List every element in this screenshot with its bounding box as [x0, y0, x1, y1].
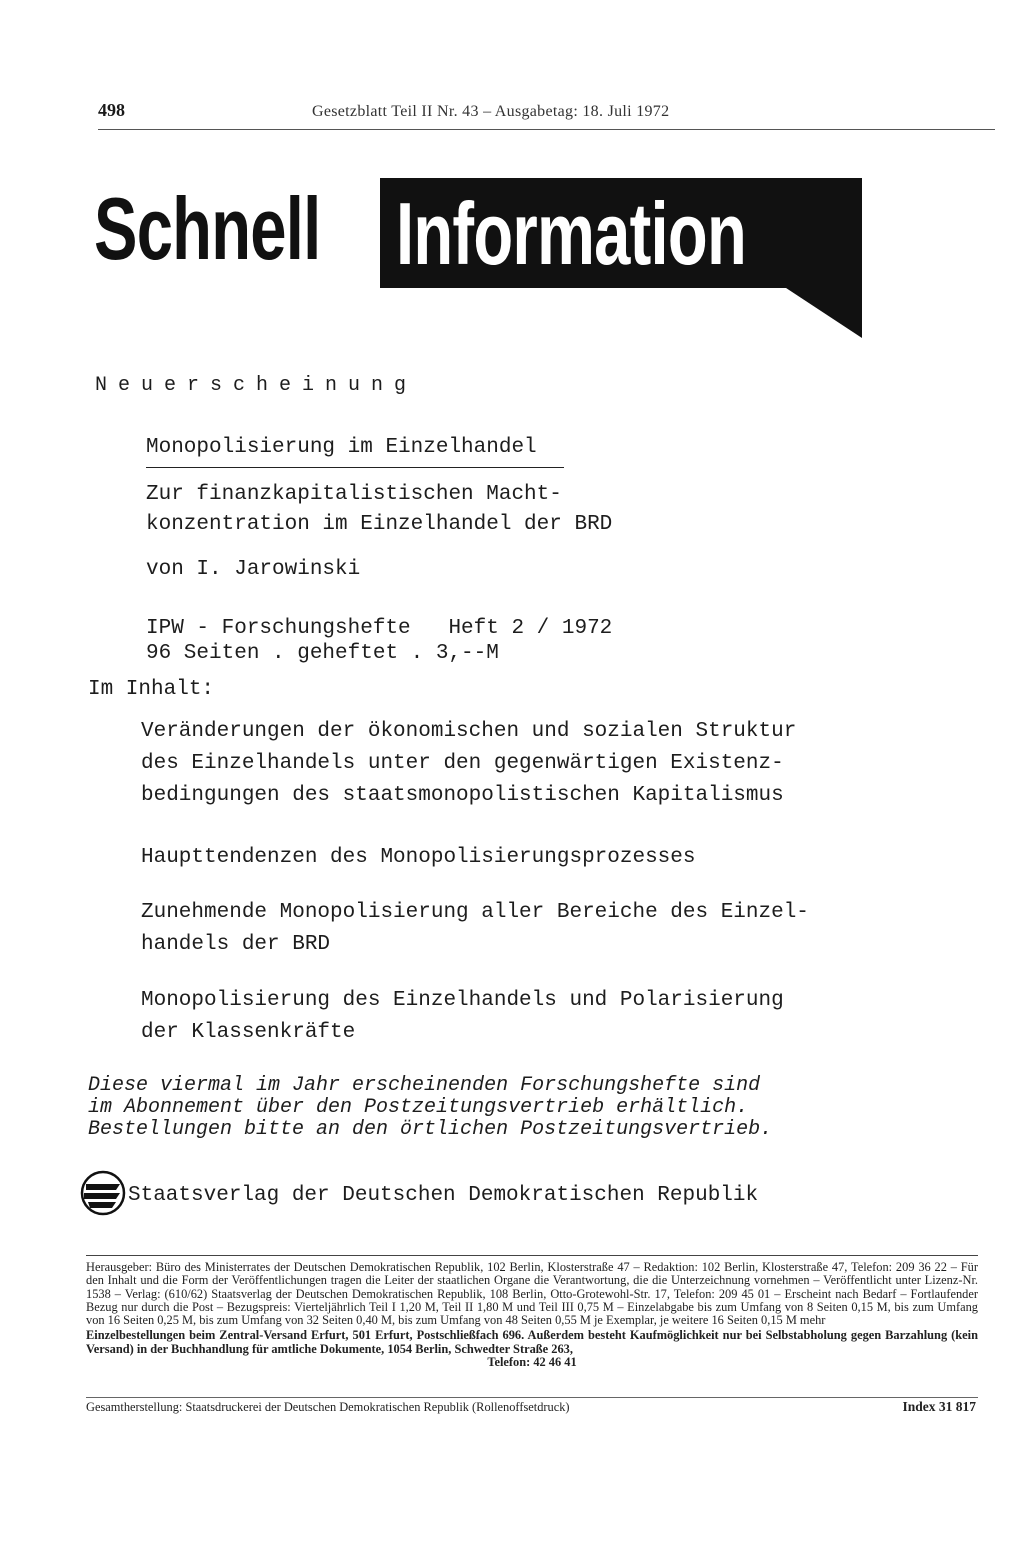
- contents-item-line: Haupttendenzen des Monopolisierungsprozesses: [141, 846, 696, 869]
- production-rule: [86, 1397, 978, 1398]
- publisher-name: Staatsverlag der Deutschen Demokratischen Republik: [128, 1184, 759, 1207]
- index-number: Index 31 817: [902, 1399, 976, 1414]
- contents-item-line: bedingungen des staatsmonopolistischen Kapitalismus: [141, 784, 784, 807]
- contents-label: Im Inhalt:: [88, 678, 215, 701]
- header-rule: [98, 129, 995, 130]
- contents-item: [141, 897, 809, 961]
- imprint-text: Herausgeber: Büro des Ministerrates der Deutschen Demokratischen Republik, 102 Berlin, Klosterstraße 47 – Redaktion: 102 Berlin, Klosterstraße 47, Telefon: 209 36 22 – Für den Inhalt und die Form der Veröffentlichungen tragen die Leiter der staatlichen Organe die Verantwortung, die die Unterzeichnung vornehmen – Veröffentlicht unter Lizenz-Nr. 1538 – Verlag: (610/62) Staatsverlag der Deutschen Demokratischen Republik, 108 Berlin, Otto-Grotewohl-Str. 17, Telefon: 209 45 01 – Erscheint nach Bedarf – Fortlaufender Bezug nur durch die Post – Bezugspreis: Vierteljährlich Teil I 1,20 M, Teil II 1,80 M und Teil III 0,75 M – Einzelabgabe bis zum Umfang von 8 Seiten 0,15 M, bis zum Umfang von 16 Seiten 0,25 M, bis zum Umfang von 32 Seiten 0,40 M, bis zum Umfang von 48 Seiten 0,55 M je Exemplar, je weitere 16 Seiten 0,15 M mehr: [86, 1260, 978, 1328]
- masthead-information: Information: [396, 184, 746, 283]
- masthead-schnell: Schnell: [94, 179, 321, 278]
- order-text: Einzelbestellungen beim Zentral-Versand Erfurt, 501 Erfurt, Postschließfach 696. Außerdem besteht Kaufmöglichkeit nur bei Selbstabholung gegen Barzahlung (kein Versand) in der Buchhandlung für amtliche Dokumente, 1054 Berlin, Schwedter Straße 263,: [86, 1328, 978, 1356]
- subscription-notice: [88, 1075, 772, 1141]
- contents-item: [141, 842, 696, 874]
- contents-item-line: Monopolisierung des Einzelhandels und Polarisierung: [141, 989, 784, 1012]
- book-title: Monopolisierung im Einzelhandel: [146, 436, 537, 459]
- book-subtitle-line-2: konzentration im Einzelhandel der BRD: [146, 513, 613, 536]
- page-number: 498: [98, 100, 125, 120]
- kicker-neuerscheinung: Neuerscheinung: [95, 374, 418, 397]
- order-phone: Telefon: 42 46 41: [487, 1355, 577, 1370]
- contents-item-line: handels der BRD: [141, 933, 331, 956]
- notice-line: im Abonnement über den Postzeitungsvertrieb erhältlich.: [88, 1096, 749, 1119]
- contents-item-line: der Klassenkräfte: [141, 1021, 356, 1044]
- contents-item: [141, 985, 784, 1049]
- staatsverlag-logo-icon: [80, 1170, 126, 1216]
- contents-item-line: Veränderungen der ökonomischen und sozialen Struktur: [141, 720, 797, 743]
- contents-item-line: Zunehmende Monopolisierung aller Bereiche des Einzel-: [141, 901, 809, 924]
- running-title: Gesetzblatt Teil II Nr. 43 – Ausgabetag: 18. Juli 1972: [312, 103, 670, 120]
- title-underline: [146, 467, 564, 468]
- production-note: Gesamtherstellung: Staatsdruckerei der Deutschen Demokratischen Republik (Rollenoffsetdruck): [86, 1400, 570, 1414]
- contents-item-line: des Einzelhandels unter den gegenwärtigen Existenz-: [141, 752, 784, 775]
- imprint-rule: [86, 1255, 978, 1256]
- book-pages-price: 96 Seiten . geheftet . 3,--M: [146, 642, 499, 665]
- contents-item: [141, 716, 796, 812]
- notice-line: Bestellungen bitte an den örtlichen Postzeitungsvertrieb.: [88, 1118, 773, 1141]
- book-author: von I. Jarowinski: [146, 558, 361, 581]
- book-series: IPW - Forschungshefte Heft 2 / 1972: [146, 617, 613, 640]
- book-subtitle-line-1: Zur finanzkapitalistischen Macht-: [146, 483, 562, 506]
- notice-line: Diese viermal im Jahr erscheinenden Forschungshefte sind: [88, 1074, 761, 1097]
- masthead-box-tail: [783, 286, 862, 338]
- imprint-block: [86, 1261, 978, 1369]
